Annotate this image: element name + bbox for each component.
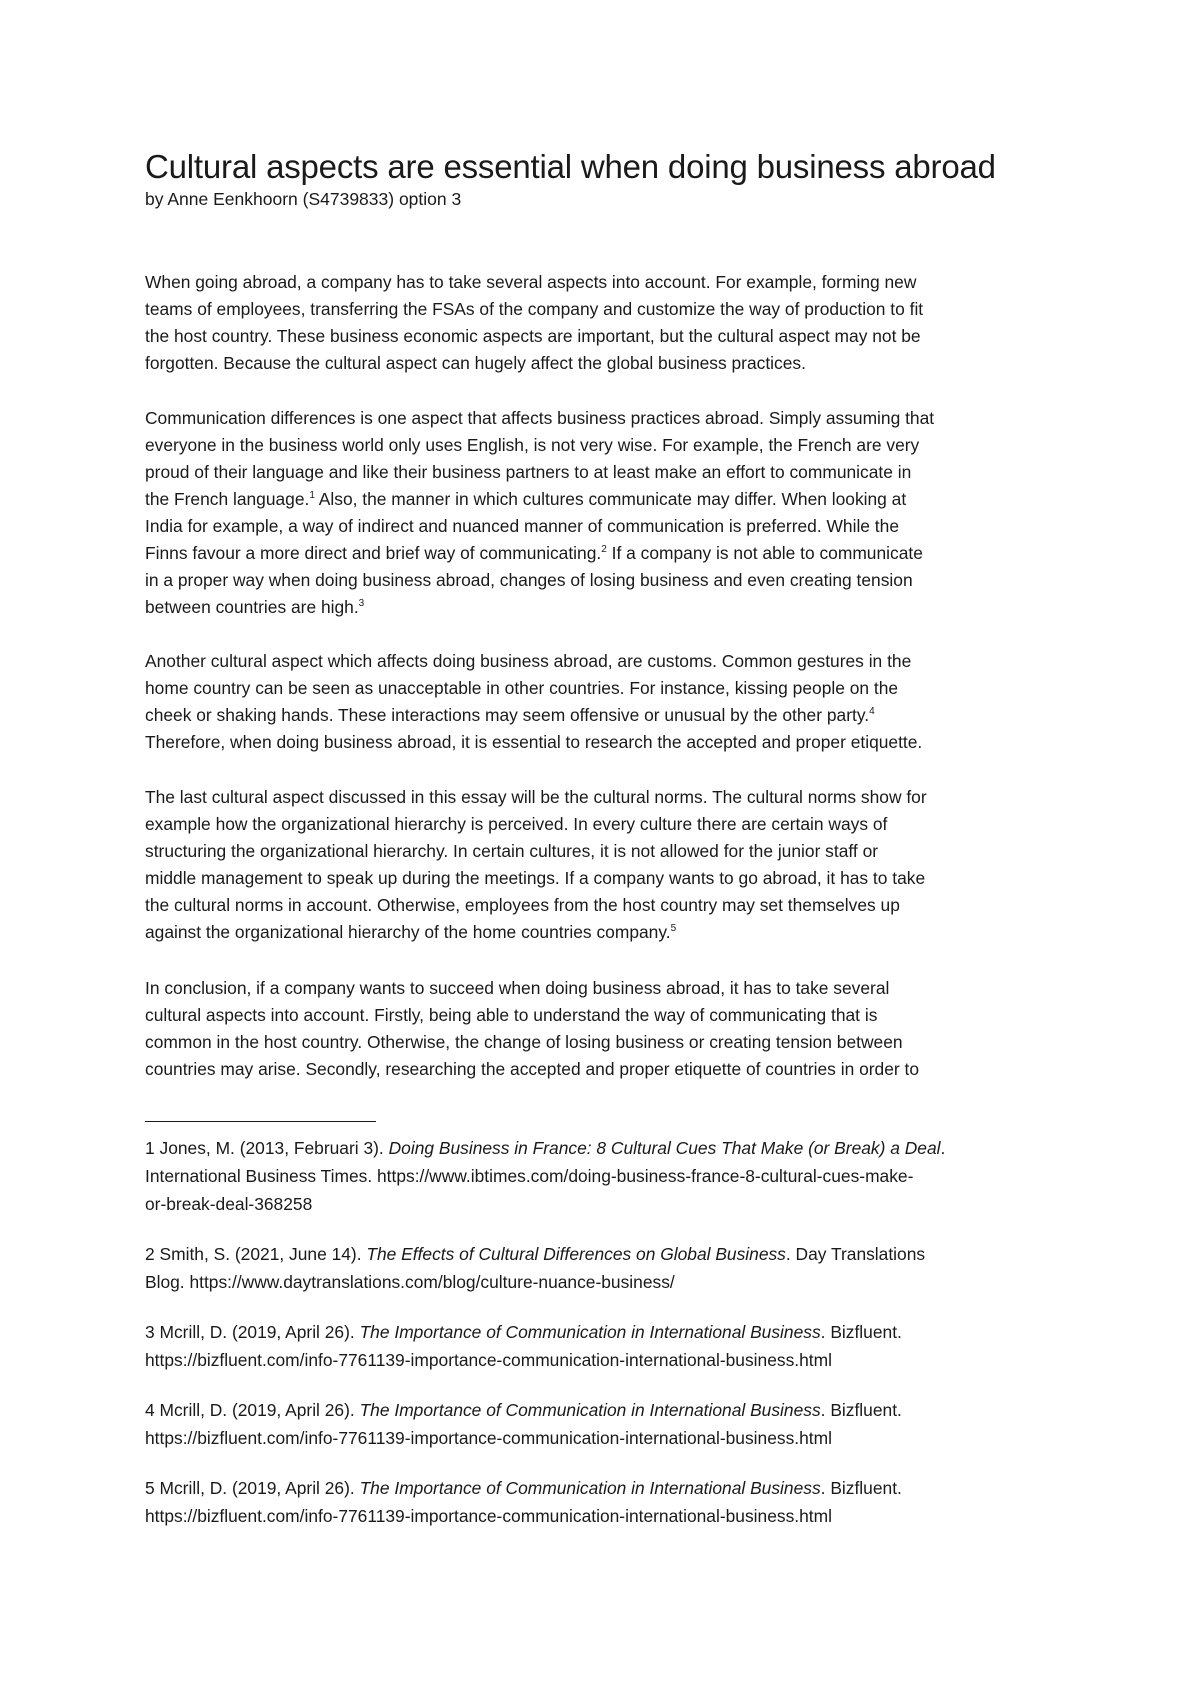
footnote-link[interactable]: https://bizfluent.com/info-7761139-importance-communication-international-business.html bbox=[145, 1350, 832, 1370]
text-fragment: Finns favour a more direct and brief way of communicating. bbox=[145, 543, 602, 563]
footnote-citation: . Day Translations bbox=[785, 1244, 926, 1264]
text-line: In conclusion, if a company wants to succeed when doing business abroad, it has to take several bbox=[145, 978, 890, 998]
footnote-ref-2[interactable]: 2 bbox=[601, 544, 607, 555]
text-line bbox=[145, 540, 1075, 567]
text-line: middle management to speak up during the meetings. If a company wants to go abroad, it has to take bbox=[145, 868, 926, 888]
footnote-citation: 3 Mcrill, D. (2019, April 26). bbox=[145, 1322, 360, 1342]
text-line: proud of their language and like their business partners to at least make an effort to communicate in bbox=[145, 462, 912, 482]
footnote-3 bbox=[145, 1318, 1075, 1374]
text-line: The last cultural aspect discussed in this essay will be the cultural norms. The cultural norms show for bbox=[145, 787, 927, 807]
text-line: the host country. These business economic aspects are important, but the cultural aspect may not be bbox=[145, 326, 921, 346]
footnote-line bbox=[145, 1134, 1075, 1162]
text-line: Communication differences is one aspect that affects business practices abroad. Simply assuming that bbox=[145, 408, 935, 428]
footnote-line bbox=[145, 1318, 1075, 1346]
text-line: in a proper way when doing business abroad, changes of losing business and even creating tension bbox=[145, 570, 913, 590]
text-line: cultural aspects into account. Firstly, being able to understand the way of communicating that is bbox=[145, 1005, 878, 1025]
text-fragment: cheek or shaking hands. These interactions may seem offensive or unusual by the other party. bbox=[145, 705, 870, 725]
footnote-citation: 2 Smith, S. (2021, June 14). bbox=[145, 1244, 367, 1264]
text-line: common in the host country. Otherwise, the change of losing business or creating tension between bbox=[145, 1032, 903, 1052]
text-fragment: Also, the manner in which cultures communicate may differ. When looking at bbox=[314, 489, 907, 509]
footnote-citation: 5 Mcrill, D. (2019, April 26). bbox=[145, 1478, 360, 1498]
footnote-link[interactable]: https://bizfluent.com/info-7761139-importance-communication-international-business.html bbox=[145, 1428, 832, 1448]
footnote-line bbox=[145, 1474, 1075, 1502]
text-line bbox=[145, 594, 1075, 621]
footnote-citation: . Bizfluent. bbox=[820, 1478, 902, 1498]
footnote-work-title: The Importance of Communication in International Business bbox=[359, 1322, 821, 1342]
paragraph-norms bbox=[145, 784, 1075, 946]
text-line bbox=[145, 486, 1075, 513]
text-line: forgotten. Because the cultural aspect can hugely affect the global business practices. bbox=[145, 353, 806, 373]
text-line bbox=[145, 919, 1075, 946]
author-byline: by Anne Eenkhoorn (S4739833) option 3 bbox=[145, 189, 462, 209]
footnote-ref-1[interactable]: 1 bbox=[309, 490, 315, 501]
document-title: Cultural aspects are essential when doing business abroad bbox=[145, 148, 996, 185]
footnote-line bbox=[145, 1396, 1075, 1424]
footnote-5 bbox=[145, 1474, 1075, 1530]
text-line: home country can be seen as unacceptable in other countries. For instance, kissing people on the bbox=[145, 678, 899, 698]
paragraph-customs bbox=[145, 648, 1075, 756]
footnote-work-title: The Importance of Communication in International Business bbox=[359, 1478, 821, 1498]
footnote-4 bbox=[145, 1396, 1075, 1452]
paragraph-conclusion bbox=[145, 975, 1075, 1083]
text-line: structuring the organizational hierarchy. In certain cultures, it is not allowed for the junior staff or bbox=[145, 841, 879, 861]
footnote-work-title: Doing Business in France: 8 Cultural Cues That Make (or Break) a Deal bbox=[388, 1138, 941, 1158]
footnote-1 bbox=[145, 1134, 1075, 1218]
paragraph-communication bbox=[145, 405, 1075, 621]
text-fragment: the French language. bbox=[145, 489, 310, 509]
footnote-ref-4[interactable]: 4 bbox=[869, 706, 875, 717]
footnote-link[interactable]: or-break-deal-368258 bbox=[145, 1194, 313, 1214]
footnote-ref-5[interactable]: 5 bbox=[670, 923, 677, 934]
text-line: India for example, a way of indirect and nuanced manner of communication is preferred. While the bbox=[145, 516, 899, 536]
text-line: the cultural norms in account. Otherwise, employees from the host country may set themselves up bbox=[145, 895, 900, 915]
text-line: teams of employees, transferring the FSAs of the company and customize the way of production to fit bbox=[145, 299, 924, 319]
footnote-2 bbox=[145, 1240, 1075, 1296]
footnote-line bbox=[145, 1240, 1075, 1268]
text-line: Another cultural aspect which affects doing business abroad, are customs. Common gestures in the bbox=[145, 651, 912, 671]
text-fragment: between countries are high. bbox=[145, 597, 359, 617]
text-fragment: against the organizational hierarchy of the home countries company. bbox=[145, 922, 671, 942]
footnote-separator bbox=[145, 1121, 376, 1122]
paragraph-intro bbox=[145, 269, 1075, 377]
text-line: everyone in the business world only uses English, is not very wise. For example, the French are very bbox=[145, 435, 920, 455]
text-line bbox=[145, 702, 1075, 729]
footnote-work-title: The Effects of Cultural Differences on Global Business bbox=[366, 1244, 786, 1264]
footnote-citation: . Bizfluent. bbox=[820, 1400, 902, 1420]
footnote-citation: . Bizfluent. bbox=[820, 1322, 902, 1342]
footnote-citation: . bbox=[940, 1138, 946, 1158]
text-line: When going abroad, a company has to take several aspects into account. For example, forming new bbox=[145, 272, 917, 292]
footnote-link[interactable]: Blog. https://www.daytranslations.com/blog/culture-nuance-business/ bbox=[145, 1272, 675, 1292]
footnote-link[interactable]: https://bizfluent.com/info-7761139-importance-communication-international-business.html bbox=[145, 1506, 832, 1526]
footnote-link[interactable]: International Business Times. https://www.ibtimes.com/doing-business-france-8-cultural-cues-make- bbox=[145, 1166, 914, 1186]
footnote-ref-3[interactable]: 3 bbox=[358, 598, 365, 609]
footnote-work-title: The Importance of Communication in International Business bbox=[359, 1400, 821, 1420]
footnote-citation: 1 Jones, M. (2013, Februari 3). bbox=[145, 1138, 389, 1158]
text-line: Therefore, when doing business abroad, it is essential to research the accepted and proper etiquette. bbox=[145, 732, 923, 752]
text-line: example how the organizational hierarchy is perceived. In every culture there are certain ways of bbox=[145, 814, 888, 834]
footnote-citation: 4 Mcrill, D. (2019, April 26). bbox=[145, 1400, 360, 1420]
text-line: countries may arise. Secondly, researching the accepted and proper etiquette of countries in order to bbox=[145, 1059, 920, 1079]
text-fragment: If a company is not able to communicate bbox=[606, 543, 923, 563]
